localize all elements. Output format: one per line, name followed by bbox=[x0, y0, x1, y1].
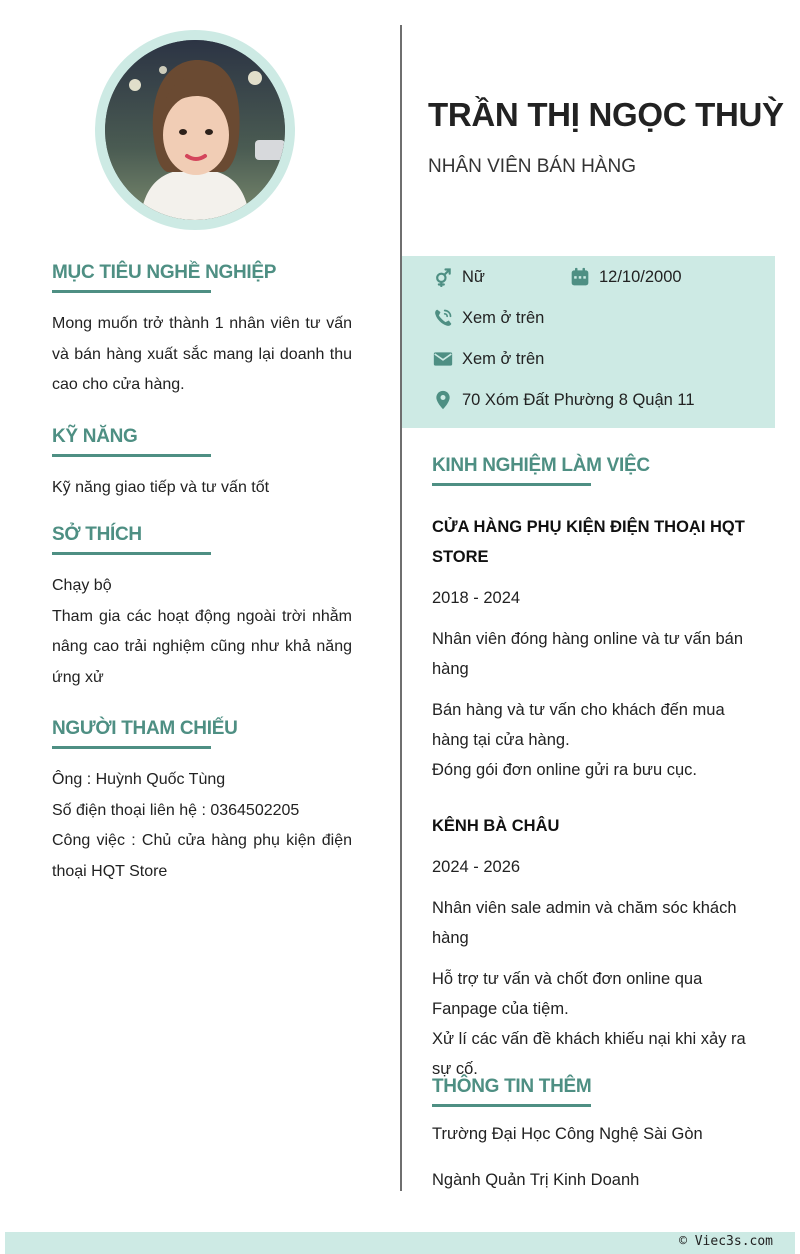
job-company: CỬA HÀNG PHỤ KIỆN ĐIỆN THOẠI HQT STORE bbox=[432, 518, 745, 566]
hobbies-section bbox=[52, 524, 352, 693]
avatar-photo bbox=[105, 40, 285, 220]
skills-title: KỸ NĂNG bbox=[52, 426, 138, 447]
references-title: NGƯỜI THAM CHIẾU bbox=[52, 718, 238, 739]
avatar-frame bbox=[95, 30, 295, 230]
contact-phone bbox=[432, 307, 544, 329]
extra-info-item: Ngành Quản Trị Kinh Doanh bbox=[432, 1171, 640, 1189]
experience-section bbox=[432, 455, 762, 1084]
gender-icon bbox=[432, 266, 454, 288]
avatar bbox=[105, 40, 285, 220]
job-role: Nhân viên đóng hàng online và tư vấn bán hàng bbox=[432, 630, 744, 678]
job-role: Nhân viên sale admin và chăm sóc khách hàng bbox=[432, 899, 737, 947]
objective-text: Mong muốn trở thành 1 nhân viên tư vấn và bán hàng xuất sắc mang lại doanh thu cao cho cửa hàng. bbox=[52, 315, 352, 393]
address-value: 70 Xóm Đất Phường 8 Quận 11 bbox=[462, 390, 695, 409]
phone-icon bbox=[432, 307, 454, 329]
map-pin-icon bbox=[432, 389, 454, 411]
hobbies-underline bbox=[52, 552, 211, 555]
extra-info-item: Trường Đại Học Công Nghệ Sài Gòn bbox=[432, 1125, 703, 1143]
experience-title: KINH NGHIỆM LÀM VIỆC bbox=[432, 455, 650, 476]
experience-underline bbox=[432, 483, 591, 486]
contact-address bbox=[432, 389, 695, 411]
reference-job: Công việc : Chủ cửa hàng phụ kiện điện thoại HQT Store bbox=[52, 832, 352, 880]
job-entry bbox=[432, 512, 762, 785]
footer-bar bbox=[5, 1232, 795, 1254]
job-period: 2024 - 2026 bbox=[432, 858, 521, 876]
job-description: Hỗ trợ tư vấn và chốt đơn online qua Fanpage của tiệm. bbox=[432, 970, 703, 1018]
hobby-item: Chạy bộ bbox=[52, 577, 112, 594]
job-entry bbox=[432, 811, 762, 1084]
birthday-value: 12/10/2000 bbox=[599, 267, 682, 286]
job-company: KÊNH BÀ CHÂU bbox=[432, 817, 560, 835]
extra-info-title: THÔNG TIN THÊM bbox=[432, 1076, 592, 1097]
calendar-icon bbox=[569, 266, 591, 288]
contact-birthday bbox=[569, 266, 682, 288]
gender-value: Nữ bbox=[462, 267, 485, 286]
contact-panel bbox=[402, 256, 775, 428]
job-description: Bán hàng và tư vấn cho khách đến mua hàng tại cửa hàng. bbox=[432, 701, 725, 749]
contact-gender bbox=[432, 266, 485, 288]
phone-value: Xem ở trên bbox=[462, 308, 545, 327]
envelope-icon bbox=[432, 348, 454, 370]
hobbies-title: SỞ THÍCH bbox=[52, 524, 142, 545]
candidate-name: TRẦN THỊ NGỌC THUỲ bbox=[428, 96, 784, 133]
references-underline bbox=[52, 746, 211, 749]
column-divider bbox=[400, 25, 402, 1191]
job-period: 2018 - 2024 bbox=[432, 589, 521, 607]
job-description: Xử lí các vấn đề khách khiếu nại khi xảy ra sự cố. bbox=[432, 1030, 746, 1078]
skills-section bbox=[52, 426, 352, 504]
job-description: Đóng gói đơn online gửi ra bưu cục. bbox=[432, 761, 697, 779]
contact-email bbox=[432, 348, 544, 370]
extra-info-section bbox=[432, 1076, 762, 1195]
email-value: Xem ở trên bbox=[462, 349, 545, 368]
objective-section bbox=[52, 262, 352, 401]
reference-phone: Số điện thoại liên hệ : 0364502205 bbox=[52, 801, 300, 819]
skills-text: Kỹ năng giao tiếp và tư vấn tốt bbox=[52, 479, 270, 496]
objective-underline bbox=[52, 290, 211, 293]
footer-credit[interactable]: © Viec3s.com bbox=[679, 1234, 773, 1249]
references-section bbox=[52, 718, 352, 887]
candidate-job-title: NHÂN VIÊN BÁN HÀNG bbox=[428, 156, 636, 177]
extra-info-underline bbox=[432, 1104, 591, 1107]
hobby-item: Tham gia các hoạt động ngoài trời nhằm nâng cao trải nghiệm cũng như khả năng ứng xử bbox=[52, 607, 352, 686]
skills-underline bbox=[52, 454, 211, 457]
reference-name: Ông : Huỳnh Quốc Tùng bbox=[52, 771, 226, 788]
objective-title: MỤC TIÊU NGHỀ NGHIỆP bbox=[52, 262, 277, 283]
